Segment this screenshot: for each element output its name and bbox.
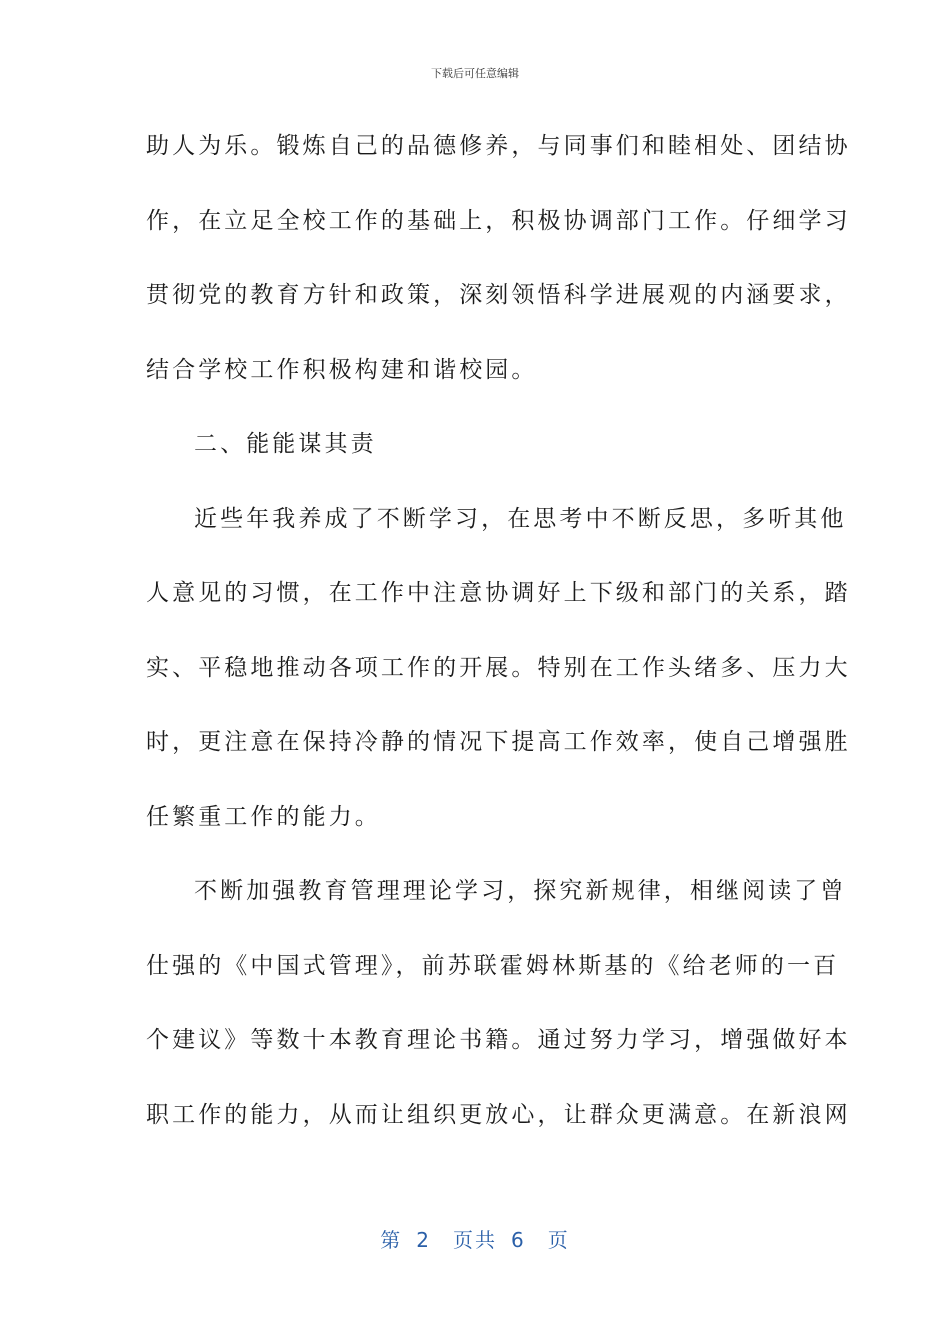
text-line: 任繁重工作的能力。 bbox=[146, 803, 381, 830]
text-line: 结合学校工作积极构建和谐校园。 bbox=[146, 356, 538, 383]
text-line: 个建议》等数十本教育理论书籍。通过努力学习，增强做好本 bbox=[146, 1027, 851, 1053]
header-note: 下载后可任意编辑 bbox=[431, 67, 519, 80]
current-page-number: 2 bbox=[416, 1228, 431, 1252]
text-line: 贯彻党的教育方针和政策，深刻领悟科学进展观的内涵要求， bbox=[146, 282, 851, 308]
text-line: 助人为乐。锻炼自己的品德修养，与同事们和睦相处、团结协 bbox=[146, 133, 851, 159]
text-line: 实、平稳地推动各项工作的开展。特别在工作头绪多、压力大 bbox=[146, 654, 851, 681]
footer-middle: 页共 bbox=[453, 1228, 497, 1252]
document-body bbox=[146, 124, 851, 1167]
text-line: 作，在立足全校工作的基础上，积极协调部门工作。仔细学习 bbox=[146, 207, 851, 234]
total-page-count: 6 bbox=[511, 1228, 526, 1252]
paragraph-first-line: 近些年我养成了不断学习，在思考中不断反思，多听其他 bbox=[194, 505, 847, 532]
text-line: 职工作的能力，从而让组织更放心，让群众更满意。在新浪网 bbox=[146, 1101, 851, 1128]
text-line: 人意见的习惯，在工作中注意协调好上下级和部门的关系，踏 bbox=[146, 580, 851, 606]
paragraph-first-line: 不断加强教育管理理论学习，探究新规律，相继阅读了曾 bbox=[194, 878, 847, 904]
footer-suffix: 页 bbox=[547, 1228, 570, 1252]
page-number-footer bbox=[0, 1226, 950, 1254]
section-heading: 二、能能谋其责 bbox=[194, 431, 377, 457]
text-line: 时，更注意在保持冷静的情况下提高工作效率，使自己增强胜 bbox=[146, 729, 851, 755]
footer-prefix: 第 bbox=[380, 1228, 403, 1252]
text-line: 仕强的《中国式管理》，前苏联霍姆林斯基的《给老师的一百 bbox=[146, 952, 840, 979]
